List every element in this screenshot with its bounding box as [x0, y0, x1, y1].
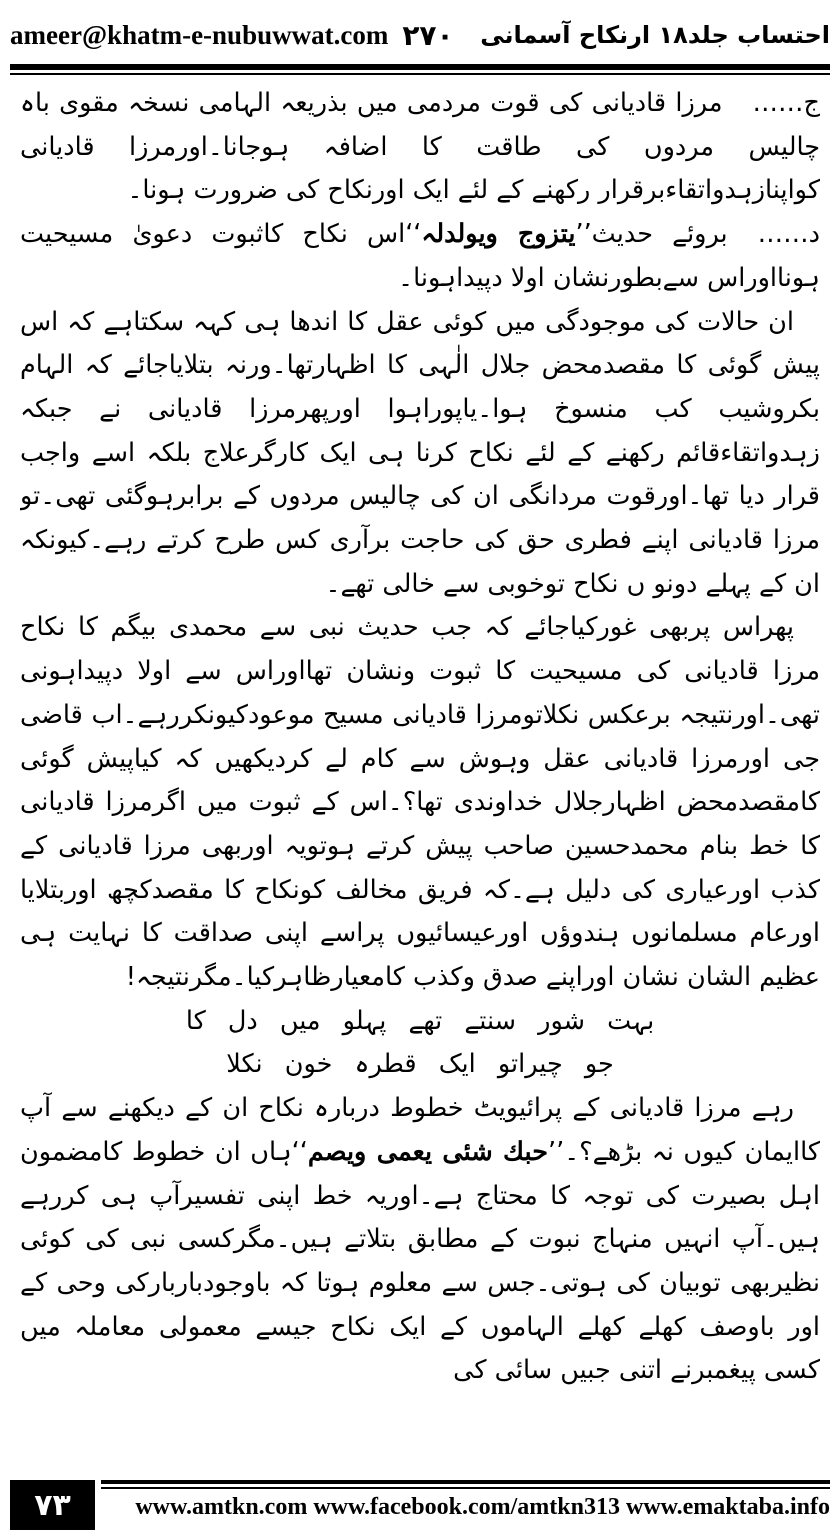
paragraph-label: د…… [757, 219, 820, 250]
poem-line: جو چیراتو ایک قطرہ خون نکلا [226, 1049, 614, 1080]
paragraph: ان حالات کی موجودگی میں کوئی عقل کا اندھا ہی کہہ سکتاہے کہ اس پیش گوئی کا مقصدمحض جلال الٰہی کا اظہارتھا۔ورنہ بتلایاجائے کہ الہام بکروشیب کب منسوخ ہوا۔یاپوراہوا اورپھرمرزا قادیانی نے جبکہ زہدواتقاءقائم رکھنے کے لئے نکاح کرنا ہی ایک کارگرعلاج بلکہ اسے واجب قرار دیا تھا۔اورقوت مردانگی ان کی چالیس مردوں کے برابرہوگئی تھی۔تو مرزا قادیانی اپنے فطری حق کی حاجت برآری کس طرح کرتے رہے۔کیونکہ ان کے پہلے دونو ں نکاح توخوبی سے خالی تھے۔ [20, 306, 820, 599]
footer-right [95, 1480, 830, 1530]
footer-links: www.amtkn.com www.facebook.com/amtkn313 www.emaktaba.info [135, 1494, 830, 1520]
paragraph-text-prefix: رہے مرزا قادیانی کے پرائیویٹ خطوط دربارہ نکاح ان کے دیکھنے سے آپ کاایمان کیوں نہ بڑھے؟۔’’ [20, 1093, 820, 1167]
paragraph: پھراس پربھی غورکیاجائے کہ جب حدیث نبی سے محمدی بیگم کا نکاح مرزا قادیانی کی مسیحیت کا ثبوت ونشان تھااوراس سے اولا دپیداہونی تھی۔اورنتیجہ برعکس نکلاتومرزا قادیانی مسیح موعودکیونکررہے۔اب قاضی جی اورمرزا قادیانی عقل وہوش سے کام لے کردیکھیں کہ کیاپیش گوئی کامقصدمحض اظہارجلال خداوندی تھا؟۔اس کے ثبوت میں اگرمرزا قادیانی کا خط بنام محمدحسین صاحب پیش کرتے ہوتویہ اوربھی مرزا قادیانی کے کذب اورعیاری کی دلیل ہے۔کہ فریق مخالف کونکاح کا مقصدکچھ اوربتلایا اورعام مسلمانوں ہندوؤں اورعیسائیوں پراسے اپنی صداقت کا نہایت ہی عظیم الشان نشان اوراپنے صدق وکذب کامعیارظاہرکیا۔مگرنتیجہ! [20, 612, 820, 993]
paragraph-text-suffix: ‘‘ہاں ان خطوط کامضمون اہل بصیرت کی توجہ کا محتاج ہے۔اوریہ خط اپنی تفسیرآپ ہی کررہے ہیں۔آپ انہیں منہاج نبوت کے مطابق بتلاتے ہیں۔مگرکسی نبی کی کوئی نظیربھی توبیان کی ہوتی۔جس سے معلوم ہوتا کہ باوجودباربارکی وحی کے اور باوصف کھلے کھلے الہاموں کے ایک نکاح جیسے معمولی معاملہ میں کسی پیغمبرنے اتنی جبیں سائی کی [20, 1136, 820, 1386]
header-email: ameer@khatm-e-nubuwwat.com [10, 19, 389, 50]
footer-rule-thin [101, 1487, 830, 1489]
paragraph-jeem [20, 82, 820, 213]
page-body [20, 82, 820, 1452]
page-header [10, 10, 830, 60]
paragraph-daal [20, 213, 820, 300]
paragraph [20, 1087, 820, 1393]
poem-line: بہت شور سنتے تھے پہلو میں دل کا [185, 1005, 655, 1036]
paragraph-text-suffix: ‘‘اس نکاح کاثبوت دعویٰ مسیحیت ہونااوراس سےبطورنشان اولا دپیداہونا۔ [20, 219, 820, 293]
page-footer [10, 1480, 830, 1530]
arabic-quote: حبك شئی یعمی ویصم [307, 1136, 548, 1167]
paragraph-text-prefix: بروئے حدیث’’ [575, 219, 728, 250]
paragraph-label: ج…… [752, 88, 820, 118]
header-rule-thin [10, 73, 830, 75]
header-left [10, 19, 454, 52]
header-page-number: ۲۷۰ [402, 18, 454, 52]
header-rule-thick [10, 64, 830, 70]
paragraph-text: مرزا قادیانی کی قوت مردمی میں بذریعہ الہامی نسخہ مقوی باہ چالیس مردوں کی طاقت کا اضافہ ہوجانا۔اورمرزا قادیانی کواپنازہدواتقاءبرقرار رکھنے کے لئے ایک اورنکاح کی ضرورت ہونا۔ [20, 88, 820, 206]
footer-rule-thick [101, 1480, 830, 1484]
footer-page-number: ۷۳ [10, 1480, 95, 1530]
book-title: احتساب جلد۱۸ ارنکاح آسمانی [480, 21, 830, 49]
hadith-quote: یتزوج ویولدلہ [421, 219, 576, 250]
